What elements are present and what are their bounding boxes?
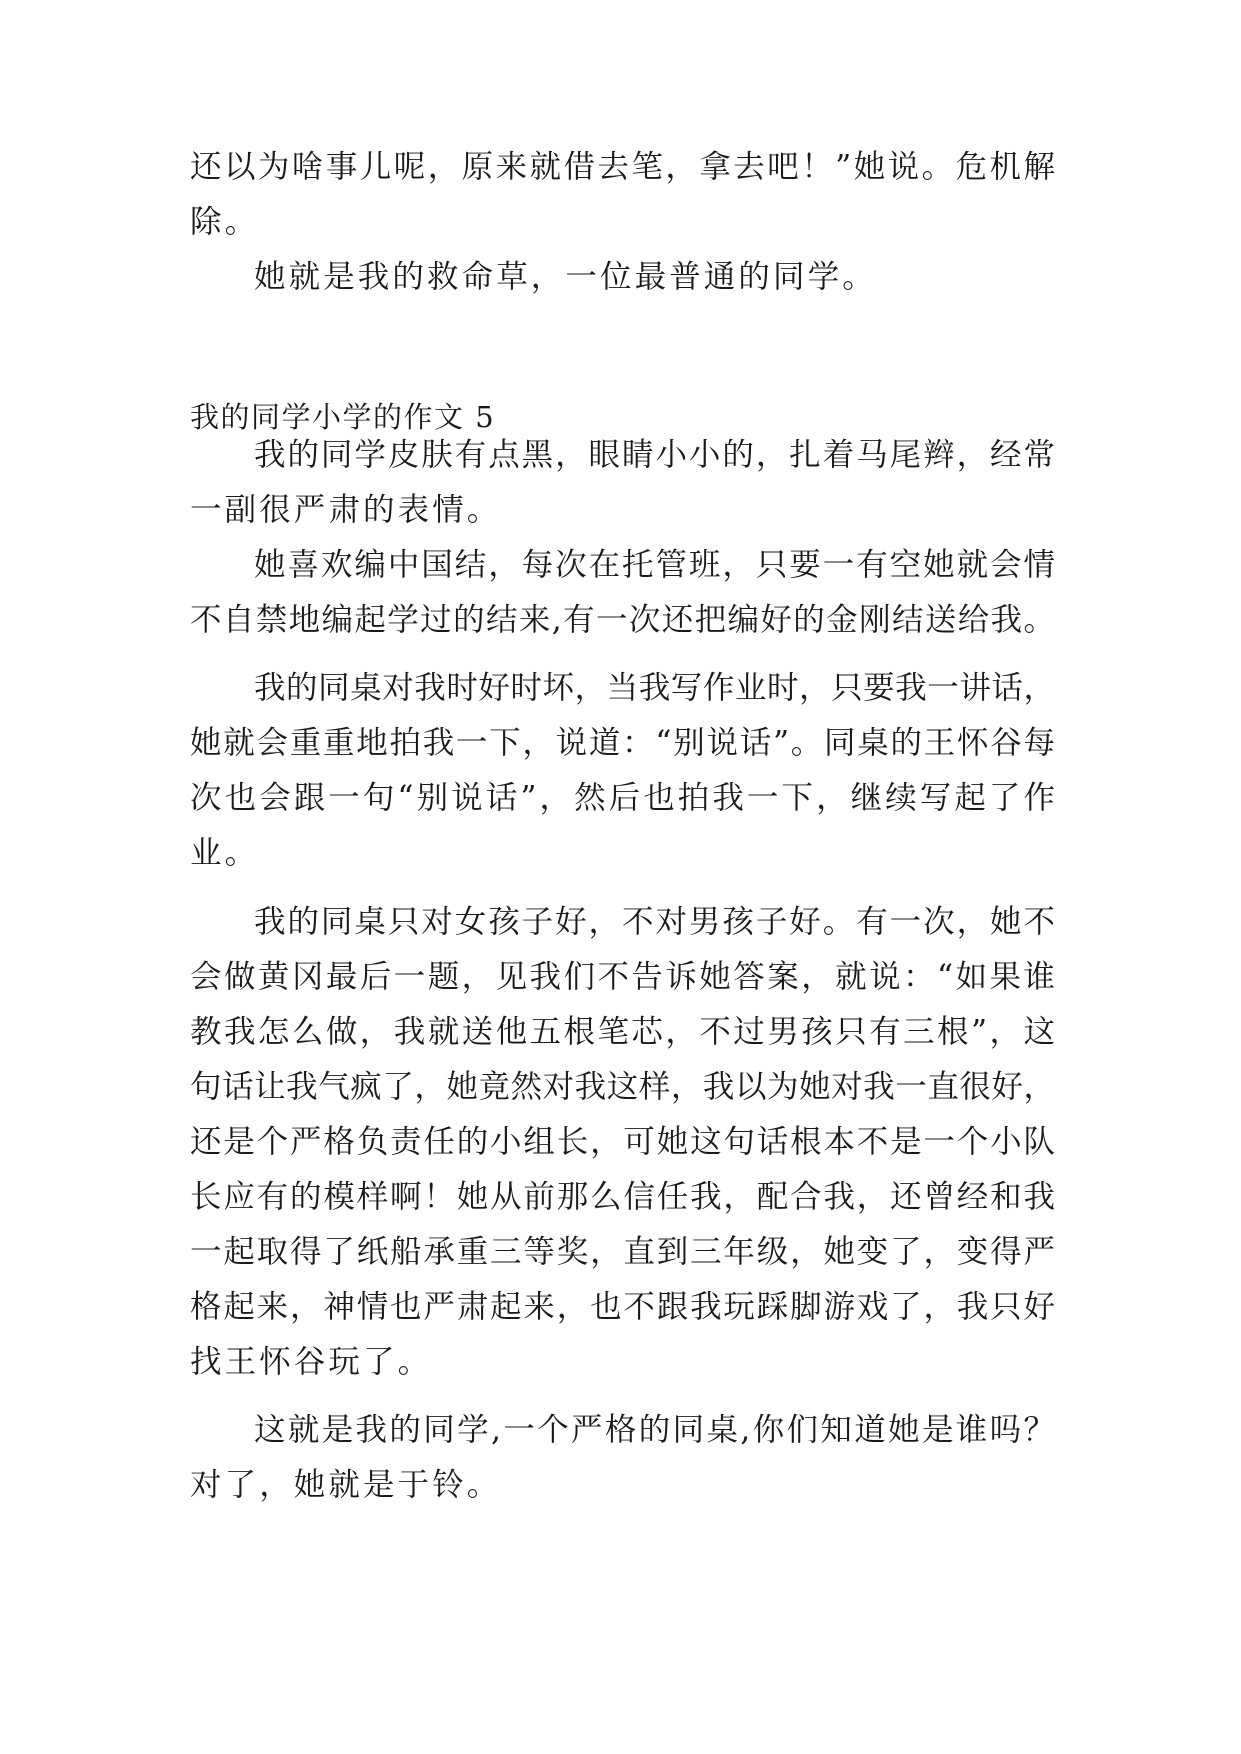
paragraph-line: 我的同桌对我时好时坏，当我写作业时，只要我一讲话， (254, 670, 1055, 706)
paragraph-line: 一起取得了纸船承重三等奖，直到三年级，她变了，变得严 (190, 1234, 1055, 1270)
paragraph-line: 我的同学皮肤有点黑，眼睛小小的，扎着马尾辫，经常 (254, 437, 1055, 473)
paragraph-line: 会做黄冈最后一题，见我们不告诉她答案，就说：“如果谁 (190, 959, 1055, 995)
paragraph-line: 对了，她就是于铃。 (190, 1467, 502, 1503)
paragraph-line: 长应有的模样啊！她从前那么信任我，配合我，还曾经和我 (190, 1179, 1055, 1215)
paragraph-line: 她喜欢编中国结，每次在托管班，只要一有空她就会情 (254, 547, 1055, 583)
paragraph-line: 一副很严肃的表情。 (190, 492, 502, 528)
paragraph-line: 教我怎么做，我就送他五根笔芯，不过男孩只有三根”，这 (190, 1014, 1055, 1050)
paragraph-line: 这就是我的同学,一个严格的同桌,你们知道她是谁吗？ (254, 1412, 1055, 1448)
paragraph-line: 格起来，神情也严肃起来，也不跟我玩踩脚游戏了，我只好 (190, 1289, 1055, 1325)
paragraph-line: 句话让我气疯了，她竟然对我这样，我以为她对我一直很好， (190, 1069, 1055, 1105)
paragraph-line: 找王怀谷玩了。 (190, 1344, 433, 1380)
section-heading: 我的同学小学的作文 5 (190, 400, 496, 434)
paragraph-line: 业。 (190, 835, 260, 871)
paragraph-line: 次也会跟一句“别说话”，然后也拍我一下，继续写起了作 (190, 780, 1055, 816)
paragraph-line: 她就是我的救命草，一位最普通的同学。 (254, 259, 877, 295)
paragraph-line: 我的同桌只对女孩子好，不对男孩子好。有一次，她不 (254, 904, 1055, 940)
paragraph-line: 还是个严格负责任的小组长，可她这句话根本不是一个小队 (190, 1124, 1055, 1160)
paragraph-line: 她就会重重地拍我一下，说道：“别说话”。同桌的王怀谷每 (190, 725, 1055, 761)
paragraph-line: 还以为啥事儿呢，原来就借去笔，拿去吧！”她说。危机解 (190, 149, 1055, 185)
paragraph-line: 不自禁地编起学过的结来,有一次还把编好的金刚结送给我。 (190, 602, 1055, 638)
paragraph-line: 除。 (190, 204, 260, 240)
